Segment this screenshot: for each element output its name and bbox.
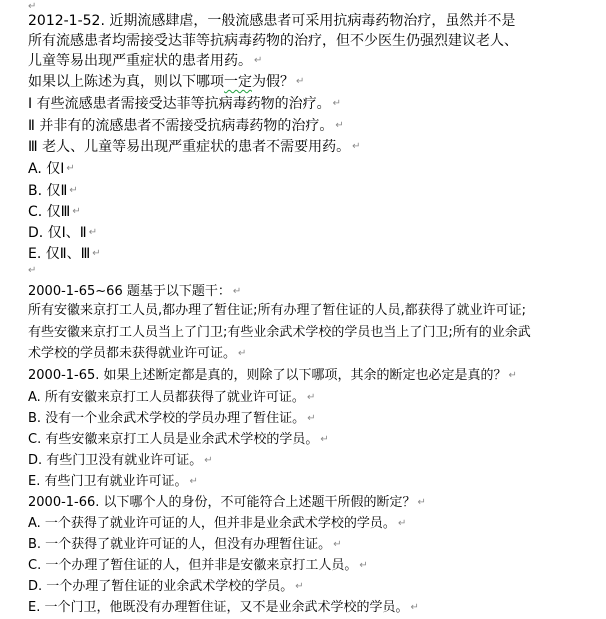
paragraph-mark: ↵ (92, 248, 101, 259)
paragraph-mark: ↵ (232, 285, 242, 297)
paragraph-mark: ↵ (69, 185, 78, 196)
paragraph-mark: ↵ (28, 265, 37, 276)
paragraph-mark: ↵ (397, 517, 407, 529)
shared-stem-line-3: 术学校的学员都未获得就业许可证。 ↵ (28, 346, 247, 361)
paragraph-mark: ↵ (189, 475, 198, 487)
q66-option-b: B. 一个获得了就业许可证的人，但没有办理暂住证。 ↵ (28, 537, 342, 552)
q1-option-b: B. 仅Ⅱ ↵ (28, 183, 78, 199)
q65-option-a: A. 所有安徽来京打工人员都获得了就业许可证。 ↵ (28, 390, 316, 405)
paragraph-mark: ↵ (296, 76, 305, 87)
q1-question: 如果以上陈述为真，则以下哪项一定为假？ ↵ (28, 74, 305, 90)
q65-option-b: B. 没有一个业余武术学校的学员办理了暂住证。 ↵ (28, 411, 316, 426)
q66-option-a: A. 一个获得了就业许可证的人，但并非是业余武术学校的学员。 ↵ (28, 516, 407, 531)
paragraph-mark: ↵ (359, 559, 368, 571)
paragraph-mark: ↵ (295, 580, 304, 592)
paragraph-mark: ↵ (254, 55, 263, 66)
q1-statement-2: Ⅱ 并非有的流感患者不需接受抗病毒药物的治疗。 ↵ (28, 118, 344, 134)
q1-stem-line-2: 所有流感患者均需接受达菲等抗病毒药物的治疗，但不少医生仍强烈建议老人、 (28, 33, 518, 49)
paragraph-mark: ↵ (307, 412, 316, 424)
shared-stem-line-1: 所有安徽来京打工人员,都办理了暂住证;所有办理了暂住证的人员,都获得了就业许可证; (28, 303, 527, 318)
paragraph-mark: ↵ (238, 347, 247, 359)
q1-statement-3: Ⅲ 老人、儿童等易出现严重症状的患者不需要用药。 ↵ (28, 139, 361, 155)
q66-option-d: D. 一个办理了暂住证的业余武术学校的学员。 ↵ (28, 579, 304, 594)
q1-stem-line-1: 2012-1-52. 近期流感肆虐，一般流感患者可采用抗病毒药物治疗，虽然并不是 (28, 13, 516, 29)
paragraph-mark: ↵ (66, 163, 75, 174)
q65-question: 2000-1-65. 如果上述断定都是真的，则除了以下哪项，其余的断定也必定是真的？ ↵ (28, 368, 517, 383)
paragraph-mark: ↵ (72, 206, 81, 217)
paragraph-mark: ↵ (306, 391, 316, 403)
paragraph-mark: ↵ (88, 227, 98, 238)
paragraph-mark: ↵ (417, 496, 426, 508)
paragraph-mark: ↵ (508, 369, 517, 381)
paragraph-mark: ↵ (333, 538, 342, 550)
q1-option-a: A. 仅Ⅰ ↵ (28, 161, 75, 177)
paragraph-mark: ↵ (320, 433, 329, 445)
q66-option-c: C. 一个办理了暂住证的人，但并非是安徽来京打工人员。 ↵ (28, 558, 368, 573)
paragraph-mark: ↵ (204, 454, 213, 466)
q66-question: 2000-1-66. 以下哪个人的身份，不可能符合上述题干所假的断定？ ↵ (28, 495, 426, 510)
q1-stem-line-3: 儿童等易出现严重症状的患者用药。 ↵ (28, 53, 263, 69)
paragraph-mark: ↵ (332, 98, 341, 109)
q1-question-emphasis: 一定 (224, 74, 252, 90)
q65-option-e: E. 有些门卫有就业许可证。 ↵ (28, 474, 198, 489)
q65-option-d: D. 有些门卫没有就业许可证。 ↵ (28, 453, 213, 468)
q1-option-c: C. 仅Ⅲ ↵ (28, 204, 81, 220)
q65-option-c: C. 有些安徽来京打工人员是业余武术学校的学员。 ↵ (28, 432, 329, 447)
paragraph-mark: ↵ (352, 141, 361, 152)
shared-stem-line-2: 有些安徽来京打工人员当上了门卫;有些业余武术学校的学员也当上了门卫;所有的业余武 (28, 325, 531, 340)
paragraph-mark: ↵ (410, 601, 419, 613)
paragraph-mark: ↵ (28, 1, 37, 12)
q66-option-e: E. 一个门卫，他既没有办理暂住证，又不是业余武术学校的学员。 ↵ (28, 600, 419, 615)
q1-statement-1: Ⅰ 有些流感患者需接受达菲等抗病毒药物的治疗。 ↵ (28, 96, 341, 112)
q1-option-d: D. 仅Ⅰ、Ⅱ ↵ (28, 225, 98, 241)
shared-header: 2000-1-65~66 题基于以下题干： ↵ (28, 284, 242, 299)
q1-option-e: E. 仅Ⅱ、Ⅲ ↵ (28, 246, 101, 262)
paragraph-mark: ↵ (335, 120, 344, 131)
